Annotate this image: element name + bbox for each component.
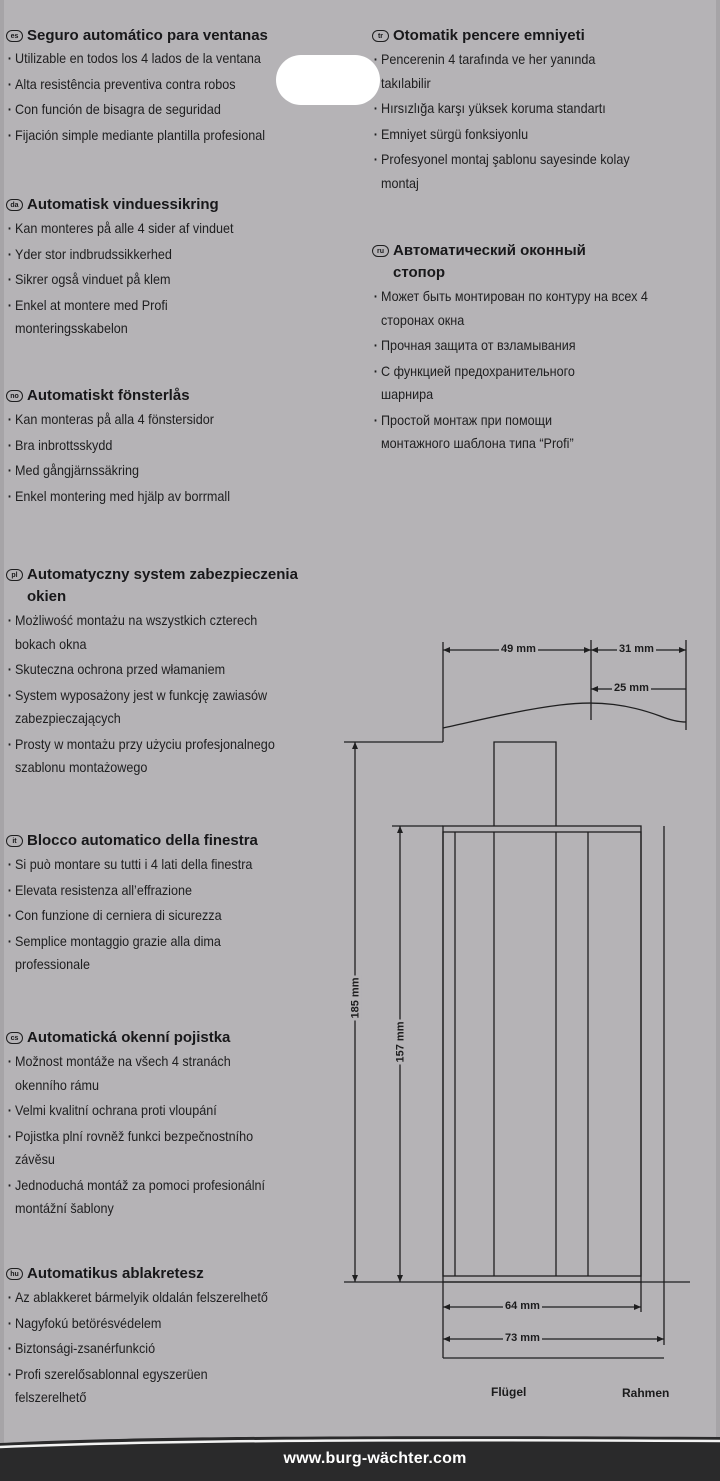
list-item: · Biztonsági-zsanérfunkció: [6, 1337, 294, 1361]
language-badge-da: da: [6, 199, 23, 211]
list-item: · Sikrer også vinduet på klem: [6, 268, 321, 292]
language-badge-no: no: [6, 390, 23, 402]
section-title: Automatikus ablakretesz: [27, 1265, 204, 1282]
language-badge-es: es: [6, 30, 23, 42]
list-item: · Hırsızlığa karşı yüksek koruma standartı: [372, 97, 660, 121]
label-fluegel: Flügel: [491, 1385, 527, 1399]
website-url[interactable]: www.burg-wächter.com: [283, 1450, 467, 1467]
list-item: · Может быть монтирован по контуру на всех 4 сторонах окна: [372, 285, 669, 332]
language-badge-it: it: [6, 835, 23, 847]
list-item: · Profesyonel montaj şablonu sayesinde kolay montaj: [372, 148, 660, 195]
body-outline: [443, 826, 641, 1282]
list-item: · Прочная защита от взламывания: [372, 334, 660, 358]
list-item: · Si può montare su tutti i 4 lati della finestra: [6, 853, 312, 877]
list-item: · Pojistka plní rovněž funkci bezpečnostního závěsu: [6, 1125, 285, 1172]
list-item: · Velmi kvalitní ochrana proti vloupání: [6, 1099, 303, 1123]
list-item: · System wyposażony jest w funkcję zawiasów zabezpieczających: [6, 684, 303, 731]
dim-label-25: 25 mm: [614, 682, 649, 694]
list-item: · Prosty w montażu przy użyciu profesjonalnego szablonu montażowego: [6, 733, 303, 780]
list-item: · С функцией предохранительного шарнира: [372, 360, 606, 407]
list-item: · Yder stor indbrudssikkerhed: [6, 243, 321, 267]
dim-label-64: 64 mm: [505, 1300, 540, 1312]
list-item: · Profi szerelősablonnal egyszerüen felszerelhető: [6, 1363, 240, 1410]
list-item: · Možnost montáže na všech 4 stranách okenního rámu: [6, 1050, 245, 1097]
language-badge-hu: hu: [6, 1268, 23, 1280]
body-inner: [443, 832, 641, 1276]
section-title: Blocco automatico della finestra: [27, 832, 258, 849]
language-badge-tr: tr: [372, 30, 389, 42]
list-item: · Az ablakkeret bármelyik oldalán felszerelhető: [6, 1286, 294, 1310]
list-item: · Jednoduchá montáž za pomoci profesionální montážní šablony: [6, 1174, 312, 1221]
dim-label-31: 31 mm: [619, 643, 654, 655]
list-item: · Enkel at montere med Profi monteringsskabelon: [6, 294, 186, 341]
section-title: Automatisk vinduessikring: [27, 196, 219, 213]
list-item: · Med gångjärnssäkring: [6, 459, 321, 483]
list-item: · Nagyfokú betörésvédelem: [6, 1312, 294, 1336]
list-item: · Pencerenin 4 tarafında ve her yanında takılabilir: [372, 48, 633, 95]
list-item: · Con función de bisagra de seguridad: [6, 98, 321, 122]
list-item: · Możliwość montażu na wszystkich czterech bokach okna: [6, 609, 285, 656]
language-badge-pl: pl: [6, 569, 23, 581]
section-title: Otomatik pencere emniyeti: [393, 27, 585, 44]
list-item: · Utilizable en todos los 4 lados de la ventana: [6, 47, 321, 71]
list-item: · Kan monteras på alla 4 fönstersidor: [6, 408, 321, 432]
label-rahmen: Rahmen: [622, 1386, 670, 1400]
list-item: · Emniyet sürgü fonksiyonlu: [372, 123, 660, 147]
dim-label-49: 49 mm: [501, 643, 536, 655]
list-item: · Semplice montaggio grazie alla dima professionale: [6, 930, 240, 977]
section-title: Automatyczny system zabezpieczenia okien: [27, 566, 298, 605]
language-badge-cs: cs: [6, 1032, 23, 1044]
dim-label-73: 73 mm: [505, 1332, 540, 1344]
list-item: · Kan monteres på alle 4 sider af vinduet: [6, 217, 321, 241]
section-title: Automatiskt fönsterlås: [27, 387, 190, 404]
list-item: · Alta resistência preventiva contra robos: [6, 73, 321, 97]
section-title: Seguro automático para ventanas: [27, 27, 268, 44]
section-title: Автоматический оконный стопор: [393, 242, 586, 281]
list-item: · Простой монтаж при помощи монтажного шаблона типа “Profi”: [372, 409, 606, 456]
list-item: · Enkel montering med hjälp av borrmall: [6, 485, 321, 509]
break-line: [443, 703, 686, 728]
section-title: Automatická okenní pojistka: [27, 1029, 231, 1046]
list-item: · Bra inbrottsskydd: [6, 434, 321, 458]
language-badge-ru: ru: [372, 245, 389, 257]
list-item: · Elevata resistenza all’effrazione: [6, 879, 312, 903]
list-item: · Fijación simple mediante plantilla profesional: [6, 124, 321, 148]
dim-label-185: 185 mm: [349, 977, 362, 1019]
list-item: · Skuteczna ochrona przed włamaniem: [6, 658, 276, 682]
knob-outline: [494, 742, 556, 826]
dim-label-157: 157 mm: [394, 1021, 407, 1063]
list-item: · Con funzione di cerniera di sicurezza: [6, 904, 312, 928]
